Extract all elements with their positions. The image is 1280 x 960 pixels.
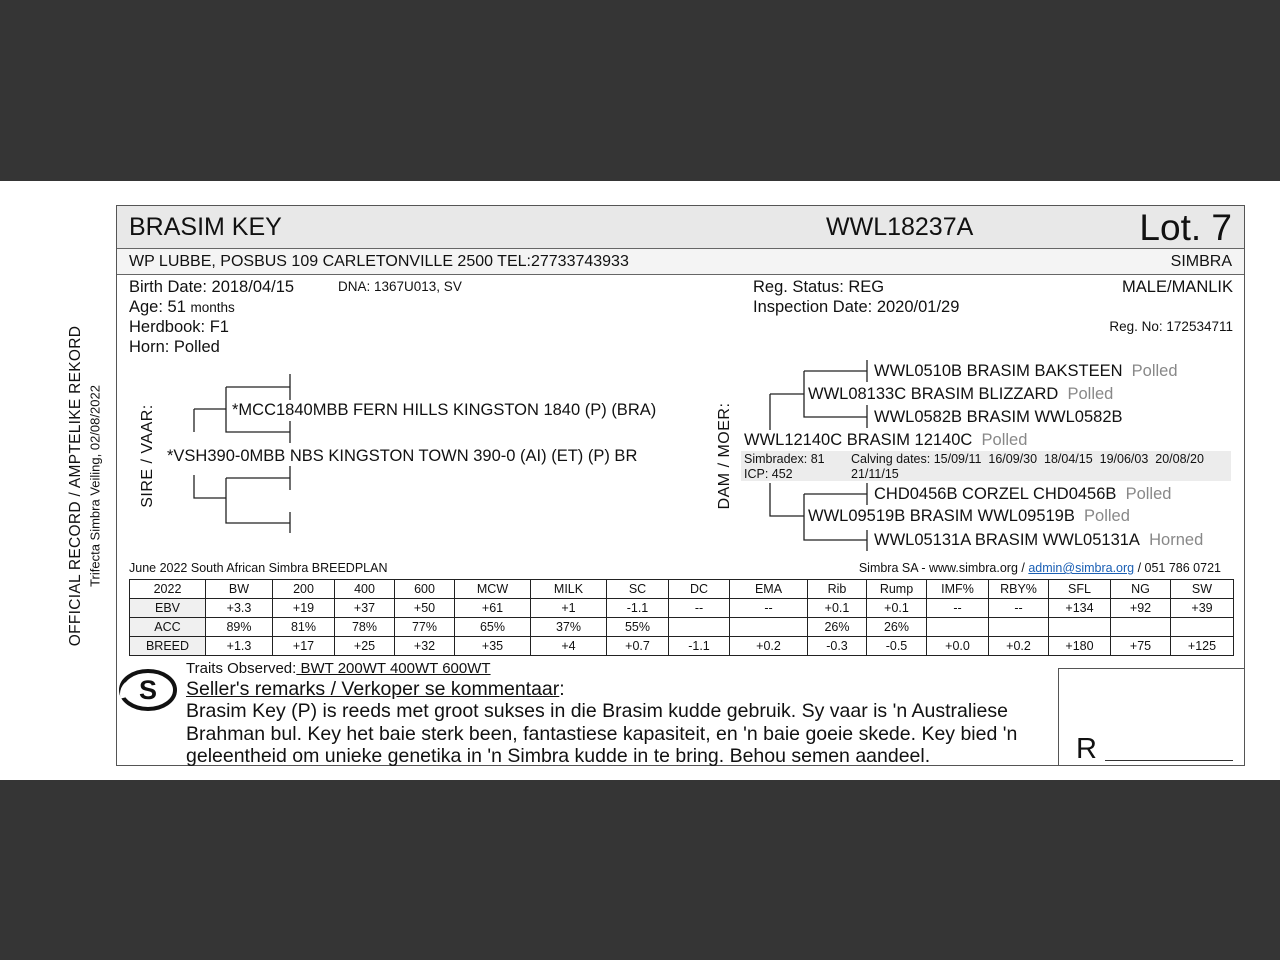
icp: ICP: 452: [744, 467, 793, 481]
herdbook: Herdbook: F1: [129, 318, 229, 336]
age: Age: 51 months: [129, 298, 235, 316]
sire-sire: *MCC1840MBB FERN HILLS KINGSTON 1840 (P) (BRA): [232, 401, 657, 419]
ebv-header-cell: 600: [395, 580, 455, 599]
inspection-date: Inspection Date: 2020/01/29: [753, 298, 960, 316]
ebv-cell: +35: [455, 637, 531, 656]
ebv-cell: 77%: [395, 618, 455, 637]
ebv-cell: [1171, 618, 1234, 637]
ebv-cell: +1.3: [206, 637, 273, 656]
ebv-row: [130, 599, 1234, 618]
ebv-cell: +19: [273, 599, 335, 618]
ebv-header-cell: Rib: [808, 580, 867, 599]
ebv-cell: [1049, 618, 1111, 637]
ebv-header-cell: EMA: [730, 580, 808, 599]
lot-number: Lot. 7: [1139, 207, 1232, 248]
dam-great-grandsire-2: CHD0456B CORZEL CHD0456B Polled: [874, 485, 1172, 503]
dna-info: DNA: 1367U013, SV: [338, 279, 462, 294]
dam-granddam: WWL09519B BRASIM WWL09519B Polled: [808, 507, 1130, 525]
ebv-cell: +92: [1111, 599, 1171, 618]
ebv-header-cell: IMF%: [927, 580, 989, 599]
ebv-cell: +1: [531, 599, 607, 618]
dam-great-granddam-2: WWL05131A BRASIM WWL05131A Horned: [874, 531, 1204, 549]
ebv-header-cell: DC: [669, 580, 730, 599]
email-link[interactable]: admin@simbra.org: [1028, 561, 1135, 575]
ebv-cell: --: [730, 599, 808, 618]
ebv-row: [130, 618, 1234, 637]
ebv-cell: +50: [395, 599, 455, 618]
ebv-cell: 78%: [335, 618, 395, 637]
ebv-cell: --: [927, 599, 989, 618]
sex: MALE/MANLIK: [1122, 278, 1233, 296]
sire-label: SIRE / VAAR:: [139, 404, 156, 508]
ebv-cell: +25: [335, 637, 395, 656]
ebv-table: [129, 579, 1234, 656]
ebv-cell: +0.2: [989, 637, 1049, 656]
ebv-cell: +125: [1171, 637, 1234, 656]
ebv-header-cell: SC: [607, 580, 669, 599]
ebv-cell: 37%: [531, 618, 607, 637]
ebv-cell: +4: [531, 637, 607, 656]
ebv-header-cell: BW: [206, 580, 273, 599]
breed-label: SIMBRA: [1170, 253, 1232, 270]
ebv-cell: EBV: [130, 599, 206, 618]
ebv-cell: [989, 618, 1049, 637]
ebv-header-cell: MCW: [455, 580, 531, 599]
dam-label: DAM / MOER:: [716, 402, 733, 510]
price-line[interactable]: [1105, 760, 1233, 761]
ebv-header-cell: RBY%: [989, 580, 1049, 599]
animal-name: BRASIM KEY: [129, 213, 282, 241]
ebv-cell: +17: [273, 637, 335, 656]
remarks-title: Seller's remarks / Verkoper se kommentaar:: [186, 678, 565, 700]
ebv-header-cell: SW: [1171, 580, 1234, 599]
ebv-cell: +0.1: [867, 599, 927, 618]
horn-status: Horn: Polled: [129, 338, 220, 356]
ebv-cell: +0.7: [607, 637, 669, 656]
ebv-cell: 26%: [808, 618, 867, 637]
reg-number: Reg. No: 172534711: [1109, 319, 1233, 334]
reg-status: Reg. Status: REG: [753, 278, 885, 296]
ebv-cell: +61: [455, 599, 531, 618]
ebv-cell: --: [669, 599, 730, 618]
ebv-header-cell: NG: [1111, 580, 1171, 599]
calving-date-last: 21/11/15: [851, 467, 899, 481]
owner-info: WP LUBBE, POSBUS 109 CARLETONVILLE 2500 TEL:27733743933: [129, 253, 629, 270]
ebv-header-cell: 400: [335, 580, 395, 599]
sale-label: Trifecta Simbra Veiling, 02/08/2022: [87, 385, 103, 587]
ebv-cell: +39: [1171, 599, 1234, 618]
birth-date: Birth Date: 2018/04/15: [129, 278, 295, 296]
calving-dates: Calving dates: 15/09/11 16/09/30 18/04/15 19/06/03 20/08/20: [851, 452, 1204, 466]
animal-id: WWL18237A: [826, 213, 974, 241]
ebv-cell: -1.1: [607, 599, 669, 618]
ebv-header-cell: SFL: [1049, 580, 1111, 599]
ebv-cell: 89%: [206, 618, 273, 637]
ebv-row: [130, 637, 1234, 656]
dam: WWL12140C BRASIM 12140C Polled: [744, 431, 1028, 449]
ebv-header-cell: 200: [273, 580, 335, 599]
sire: *VSH390-0MBB NBS KINGSTON TOWN 390-0 (AI) (ET) (P) BR: [167, 447, 638, 465]
ebv-cell: +0.0: [927, 637, 989, 656]
ebv-cell: +0.1: [808, 599, 867, 618]
ebv-cell: [669, 618, 730, 637]
ebv-header-cell: 2022: [130, 580, 206, 599]
ebv-cell: 55%: [607, 618, 669, 637]
ebv-cell: 81%: [273, 618, 335, 637]
logo-letter: S: [138, 675, 158, 705]
ebv-cell: +180: [1049, 637, 1111, 656]
traits-observed: Traits Observed: BWT 200WT 400WT 600WT: [186, 660, 491, 677]
simbra-contact: Simbra SA - www.simbra.org / admin@simbra.org / 051 786 0721: [858, 561, 1221, 575]
price-currency: R: [1076, 733, 1097, 765]
ebv-cell: [1111, 618, 1171, 637]
ebv-cell: -1.1: [669, 637, 730, 656]
ebv-cell: -0.3: [808, 637, 867, 656]
ebv-cell: +75: [1111, 637, 1171, 656]
ebv-header-cell: MILK: [531, 580, 607, 599]
ebv-cell: ACC: [130, 618, 206, 637]
ebv-cell: +134: [1049, 599, 1111, 618]
ebv-header-cell: Rump: [867, 580, 927, 599]
title-bar: [117, 206, 1244, 249]
simbra-logo: [119, 668, 177, 712]
breedplan-note: June 2022 South African Simbra BREEDPLAN: [129, 561, 388, 575]
ebv-cell: 26%: [867, 618, 927, 637]
ebv-cell: +0.2: [730, 637, 808, 656]
ebv-cell: +37: [335, 599, 395, 618]
dam-great-granddam-1: WWL0582B BRASIM WWL0582B: [874, 408, 1123, 426]
official-record-label: OFFICIAL RECORD / AMPTELIKE REKORD: [67, 325, 84, 647]
dam-great-grandsire-1: WWL0510B BRASIM BAKSTEEN Polled: [874, 362, 1178, 380]
ebv-cell: --: [989, 599, 1049, 618]
ebv-cell: [730, 618, 808, 637]
ebv-header-row: [130, 580, 1234, 599]
simbradex: Simbradex: 81: [744, 452, 825, 466]
ebv-cell: [927, 618, 989, 637]
ebv-cell: -0.5: [867, 637, 927, 656]
remarks-text: Brasim Key (P) is reeds met groot sukses in die Brasim kudde gebruik. Sy vaar is 'n Australiese Brahman bul. Key het baie sterk been, fantastiese kapasiteit, en 'n baie goeie skede. Key bied 'n geleentheid om unieke genetika in 'n Simbra kudde in te bring. Behou semen aandeel.: [186, 700, 1018, 767]
ebv-cell: 65%: [455, 618, 531, 637]
ebv-cell: BREED: [130, 637, 206, 656]
ebv-cell: +3.3: [206, 599, 273, 618]
dam-grandsire: WWL08133C BRASIM BLIZZARD Polled: [808, 385, 1114, 403]
ebv-cell: +32: [395, 637, 455, 656]
